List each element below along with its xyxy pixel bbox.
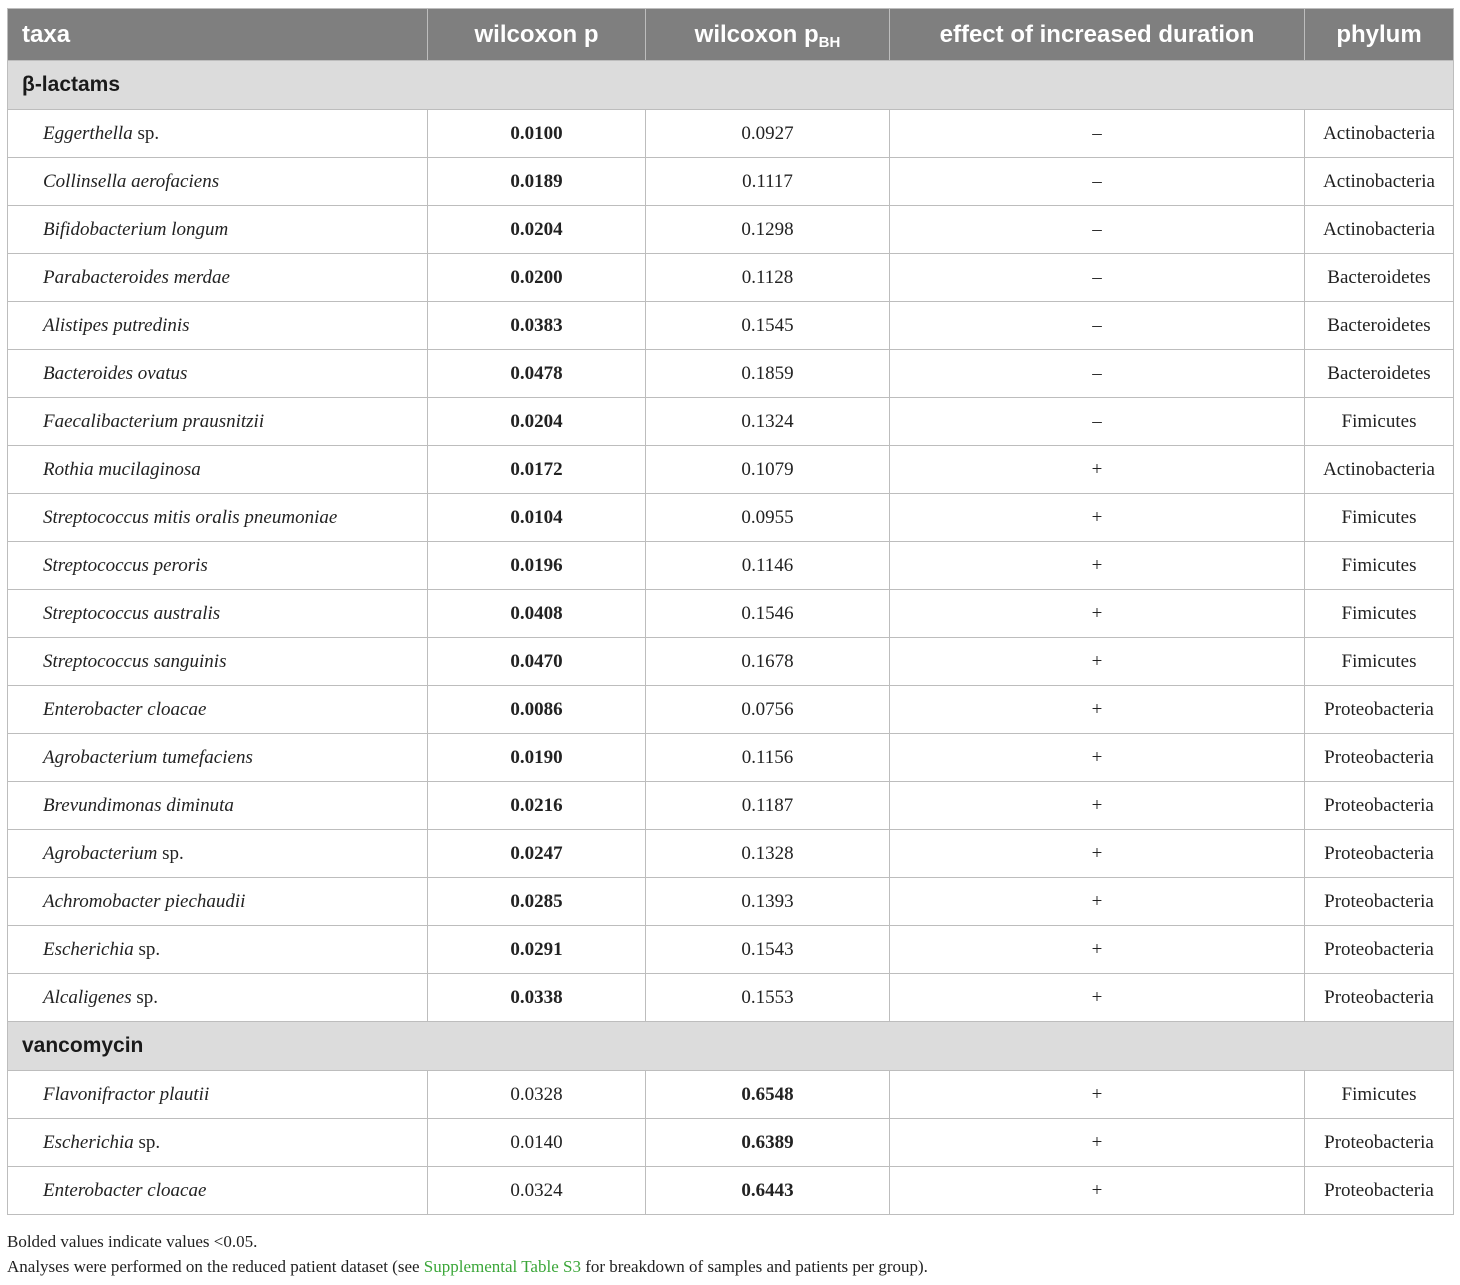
- phylum-cell: Proteobacteria: [1305, 878, 1454, 926]
- wilcoxon-pbh-value: 0.1545: [741, 314, 794, 336]
- wilcoxon-p-value: 0.0196: [510, 554, 563, 576]
- wilcoxon-p-value: 0.0189: [510, 170, 563, 192]
- wilcoxon-p-cell: [428, 1071, 646, 1119]
- taxa-cell: [8, 494, 428, 542]
- taxa-cell: [8, 782, 428, 830]
- table-row: [8, 734, 1454, 782]
- taxa-name: Collinsella aerofaciens: [43, 170, 220, 192]
- taxa-cell: [8, 302, 428, 350]
- wilcoxon-pbh-cell: [646, 974, 890, 1022]
- effect-cell: +: [890, 686, 1305, 734]
- effect-cell: +: [890, 878, 1305, 926]
- wilcoxon-p-cell: [428, 302, 646, 350]
- table-row: [8, 110, 1454, 158]
- table-row: [8, 350, 1454, 398]
- wilcoxon-pbh-value: 0.0756: [741, 698, 794, 720]
- taxa-cell: [8, 254, 428, 302]
- phylum-cell: Fimicutes: [1305, 542, 1454, 590]
- phylum-cell: Proteobacteria: [1305, 686, 1454, 734]
- taxa-name: Bifidobacterium longum: [43, 218, 229, 240]
- table-row: [8, 398, 1454, 446]
- wilcoxon-pbh-value: 0.6389: [741, 1131, 794, 1153]
- table-row: [8, 830, 1454, 878]
- taxa-name: Bacteroides ovatus: [43, 362, 188, 384]
- effect-cell: +: [890, 590, 1305, 638]
- effect-cell: –: [890, 302, 1305, 350]
- taxa-name: Streptococcus peroris: [43, 554, 208, 576]
- taxa-cell: [8, 1119, 428, 1167]
- taxa-cell: [8, 974, 428, 1022]
- effect-cell: +: [890, 974, 1305, 1022]
- table-row: [8, 542, 1454, 590]
- col-header-effect: effect of increased duration: [890, 9, 1305, 61]
- wilcoxon-pbh-value: 0.1546: [741, 602, 794, 624]
- wilcoxon-pbh-value: 0.0927: [741, 122, 794, 144]
- group-row: [8, 61, 1454, 110]
- phylum-cell: Proteobacteria: [1305, 734, 1454, 782]
- col-header-phylum: phylum: [1305, 9, 1454, 61]
- wilcoxon-pbh-value: 0.1543: [741, 938, 794, 960]
- taxa-name: Streptococcus australis: [43, 602, 221, 624]
- taxa-cell: [8, 446, 428, 494]
- wilcoxon-p-value: 0.0470: [510, 650, 563, 672]
- wilcoxon-p-value: 0.0204: [510, 218, 563, 240]
- wilcoxon-p-value: 0.0200: [510, 266, 563, 288]
- effect-cell: +: [890, 542, 1305, 590]
- taxa-name: Escherichia: [43, 938, 134, 960]
- effect-cell: +: [890, 830, 1305, 878]
- table-row: [8, 254, 1454, 302]
- wilcoxon-pbh-cell: [646, 1119, 890, 1167]
- phylum-cell: Bacteroidetes: [1305, 302, 1454, 350]
- effect-cell: +: [890, 1119, 1305, 1167]
- phylum-cell: Proteobacteria: [1305, 830, 1454, 878]
- wilcoxon-p-cell: [428, 734, 646, 782]
- wilcoxon-pbh-value: 0.1298: [741, 218, 794, 240]
- wilcoxon-pbh-cell: [646, 110, 890, 158]
- effect-cell: –: [890, 350, 1305, 398]
- wilcoxon-p-value: 0.0285: [510, 890, 563, 912]
- wilcoxon-pbh-value: 0.1146: [741, 554, 794, 576]
- wilcoxon-p-cell: [428, 254, 646, 302]
- taxa-name: Achromobacter piechaudii: [43, 890, 246, 912]
- taxa-cell: [8, 110, 428, 158]
- footnote-bold: Bolded values indicate values <0.05.: [7, 1232, 258, 1251]
- wilcoxon-p-cell: [428, 590, 646, 638]
- wilcoxon-p-value: 0.0324: [510, 1179, 563, 1201]
- effect-cell: +: [890, 638, 1305, 686]
- effect-cell: –: [890, 206, 1305, 254]
- effect-cell: +: [890, 734, 1305, 782]
- wilcoxon-pbh-cell: [646, 926, 890, 974]
- wilcoxon-p-value: 0.0328: [510, 1083, 563, 1105]
- effect-cell: +: [890, 446, 1305, 494]
- wilcoxon-p-value: 0.0247: [510, 842, 563, 864]
- wilcoxon-p-cell: [428, 446, 646, 494]
- group-row: [8, 1022, 1454, 1071]
- taxa-cell: [8, 1167, 428, 1215]
- taxa-cell: [8, 398, 428, 446]
- table-row: [8, 446, 1454, 494]
- wilcoxon-pbh-value: 0.1678: [741, 650, 794, 672]
- phylum-cell: Fimicutes: [1305, 398, 1454, 446]
- taxa-cell: [8, 830, 428, 878]
- wilcoxon-p-cell: [428, 158, 646, 206]
- taxa-cell: [8, 638, 428, 686]
- taxa-name: Escherichia: [43, 1131, 134, 1153]
- phylum-cell: Actinobacteria: [1305, 110, 1454, 158]
- wilcoxon-pbh-cell: [646, 1167, 890, 1215]
- wilcoxon-pbh-value: 0.0955: [741, 506, 794, 528]
- phylum-cell: Actinobacteria: [1305, 446, 1454, 494]
- wilcoxon-pbh-value: 0.6443: [741, 1179, 794, 1201]
- wilcoxon-pbh-value: 0.1117: [742, 170, 793, 192]
- wilcoxon-pbh-cell: [646, 686, 890, 734]
- wilcoxon-p-cell: [428, 878, 646, 926]
- wilcoxon-p-cell: [428, 974, 646, 1022]
- wilcoxon-p-cell: [428, 542, 646, 590]
- table-row: [8, 686, 1454, 734]
- taxa-name: Brevundimonas diminuta: [43, 794, 234, 816]
- phylum-cell: Actinobacteria: [1305, 158, 1454, 206]
- col-header-wilcoxon-pbh-main: wilcoxon p: [694, 20, 819, 48]
- wilcoxon-pbh-value: 0.1324: [741, 410, 794, 432]
- wilcoxon-p-value: 0.0478: [510, 362, 563, 384]
- phylum-cell: Bacteroidetes: [1305, 350, 1454, 398]
- wilcoxon-pbh-value: 0.1859: [741, 362, 794, 384]
- wilcoxon-p-value: 0.0190: [510, 746, 563, 768]
- wilcoxon-p-cell: [428, 830, 646, 878]
- table-row: [8, 782, 1454, 830]
- group-label: β-lactams: [8, 61, 1454, 110]
- phylum-cell: Fimicutes: [1305, 590, 1454, 638]
- wilcoxon-pbh-cell: [646, 302, 890, 350]
- taxa-name: Streptococcus sanguinis: [43, 650, 227, 672]
- effect-cell: –: [890, 110, 1305, 158]
- wilcoxon-pbh-cell: [646, 542, 890, 590]
- col-header-wilcoxon-pbh: [646, 9, 890, 61]
- wilcoxon-p-cell: [428, 638, 646, 686]
- wilcoxon-p-cell: [428, 1167, 646, 1215]
- taxa-cell: [8, 590, 428, 638]
- table-row: [8, 638, 1454, 686]
- wilcoxon-pbh-value: 0.6548: [741, 1083, 794, 1105]
- results-table: [7, 8, 1454, 1215]
- wilcoxon-pbh-cell: [646, 446, 890, 494]
- taxa-cell: [8, 350, 428, 398]
- table-header: [8, 9, 1454, 61]
- taxa-name: Flavonifractor plautii: [43, 1083, 210, 1105]
- taxa-cell: [8, 542, 428, 590]
- table-body: [8, 61, 1454, 1215]
- taxa-cell: [8, 206, 428, 254]
- phylum-cell: Proteobacteria: [1305, 1167, 1454, 1215]
- wilcoxon-p-value: 0.0408: [510, 602, 563, 624]
- taxa-name: Enterobacter cloacae: [43, 698, 207, 720]
- taxa-cell: [8, 158, 428, 206]
- taxa-suffix: sp.: [131, 986, 159, 1008]
- supplemental-table-link[interactable]: Supplemental Table S3: [423, 1257, 581, 1276]
- wilcoxon-p-value: 0.0172: [510, 458, 563, 480]
- taxa-name: Agrobacterium tumefaciens: [43, 746, 253, 768]
- wilcoxon-p-cell: [428, 350, 646, 398]
- wilcoxon-pbh-cell: [646, 494, 890, 542]
- table-row: [8, 158, 1454, 206]
- wilcoxon-pbh-cell: [646, 878, 890, 926]
- table-row: [8, 1071, 1454, 1119]
- effect-cell: –: [890, 158, 1305, 206]
- table-row: [8, 494, 1454, 542]
- wilcoxon-pbh-cell: [646, 206, 890, 254]
- wilcoxon-p-cell: [428, 398, 646, 446]
- wilcoxon-pbh-cell: [646, 830, 890, 878]
- wilcoxon-p-cell: [428, 494, 646, 542]
- effect-cell: +: [890, 494, 1305, 542]
- effect-cell: +: [890, 1071, 1305, 1119]
- wilcoxon-p-value: 0.0100: [510, 122, 563, 144]
- taxa-cell: [8, 926, 428, 974]
- table-row: [8, 1119, 1454, 1167]
- phylum-cell: Fimicutes: [1305, 1071, 1454, 1119]
- col-header-taxa: taxa: [8, 9, 428, 61]
- effect-cell: –: [890, 398, 1305, 446]
- taxa-name: Agrobacterium: [43, 842, 158, 864]
- taxa-name: Parabacteroides merdae: [43, 266, 230, 288]
- phylum-cell: Actinobacteria: [1305, 206, 1454, 254]
- table-row: [8, 974, 1454, 1022]
- wilcoxon-pbh-cell: [646, 254, 890, 302]
- wilcoxon-p-value: 0.0204: [510, 410, 563, 432]
- wilcoxon-pbh-value: 0.1156: [741, 746, 794, 768]
- wilcoxon-p-value: 0.0140: [510, 1131, 563, 1153]
- phylum-cell: Bacteroidetes: [1305, 254, 1454, 302]
- table-row: [8, 926, 1454, 974]
- taxa-cell: [8, 686, 428, 734]
- table-row: [8, 302, 1454, 350]
- effect-cell: +: [890, 1167, 1305, 1215]
- wilcoxon-pbh-value: 0.1393: [741, 890, 794, 912]
- taxa-suffix: sp.: [132, 122, 160, 144]
- taxa-name: Rothia mucilaginosa: [43, 458, 201, 480]
- wilcoxon-pbh-cell: [646, 350, 890, 398]
- wilcoxon-pbh-value: 0.1079: [741, 458, 794, 480]
- wilcoxon-pbh-value: 0.1328: [741, 842, 794, 864]
- taxa-name: Eggerthella: [43, 122, 133, 144]
- col-header-wilcoxon-p: wilcoxon p: [428, 9, 646, 61]
- wilcoxon-p-cell: [428, 110, 646, 158]
- footnote-dataset-before: Analyses were performed on the reduced patient dataset (see: [7, 1257, 424, 1276]
- col-header-wilcoxon-pbh-subscript: BH: [818, 33, 841, 51]
- phylum-cell: Fimicutes: [1305, 638, 1454, 686]
- wilcoxon-p-value: 0.0291: [510, 938, 563, 960]
- phylum-cell: Proteobacteria: [1305, 782, 1454, 830]
- taxa-suffix: sp.: [133, 1131, 161, 1153]
- phylum-cell: Proteobacteria: [1305, 926, 1454, 974]
- phylum-cell: Proteobacteria: [1305, 1119, 1454, 1167]
- taxa-name: Alcaligenes: [43, 986, 132, 1008]
- table-row: [8, 1167, 1454, 1215]
- taxa-name: Enterobacter cloacae: [43, 1179, 207, 1201]
- wilcoxon-pbh-cell: [646, 398, 890, 446]
- wilcoxon-p-value: 0.0086: [510, 698, 563, 720]
- wilcoxon-p-cell: [428, 926, 646, 974]
- wilcoxon-p-value: 0.0383: [510, 314, 563, 336]
- taxa-name: Streptococcus mitis oralis pneumoniae: [43, 506, 338, 528]
- wilcoxon-p-cell: [428, 782, 646, 830]
- taxa-name: Faecalibacterium prausnitzii: [43, 410, 265, 432]
- wilcoxon-pbh-value: 0.1187: [741, 794, 794, 816]
- wilcoxon-pbh-value: 0.1128: [741, 266, 794, 288]
- taxa-cell: [8, 878, 428, 926]
- wilcoxon-p-cell: [428, 686, 646, 734]
- taxa-suffix: sp.: [157, 842, 184, 864]
- wilcoxon-pbh-cell: [646, 158, 890, 206]
- phylum-cell: Fimicutes: [1305, 494, 1454, 542]
- wilcoxon-pbh-cell: [646, 590, 890, 638]
- footnote-dataset-after: for breakdown of samples and patients per group).: [580, 1257, 928, 1276]
- wilcoxon-p-cell: [428, 206, 646, 254]
- group-label: vancomycin: [8, 1022, 1454, 1071]
- wilcoxon-pbh-cell: [646, 638, 890, 686]
- phylum-cell: Proteobacteria: [1305, 974, 1454, 1022]
- table-row: [8, 206, 1454, 254]
- wilcoxon-pbh-cell: [646, 734, 890, 782]
- footnote-dataset: [7, 1257, 928, 1277]
- wilcoxon-p-value: 0.0104: [510, 506, 563, 528]
- effect-cell: +: [890, 782, 1305, 830]
- taxa-suffix: sp.: [133, 938, 161, 960]
- wilcoxon-pbh-cell: [646, 1071, 890, 1119]
- taxa-cell: [8, 1071, 428, 1119]
- effect-cell: –: [890, 254, 1305, 302]
- wilcoxon-pbh-cell: [646, 782, 890, 830]
- effect-cell: +: [890, 926, 1305, 974]
- table-row: [8, 590, 1454, 638]
- wilcoxon-pbh-value: 0.1553: [741, 986, 794, 1008]
- wilcoxon-p-value: 0.0216: [510, 794, 563, 816]
- table-row: [8, 878, 1454, 926]
- taxa-name: Alistipes putredinis: [43, 314, 190, 336]
- taxa-cell: [8, 734, 428, 782]
- wilcoxon-p-cell: [428, 1119, 646, 1167]
- wilcoxon-p-value: 0.0338: [510, 986, 563, 1008]
